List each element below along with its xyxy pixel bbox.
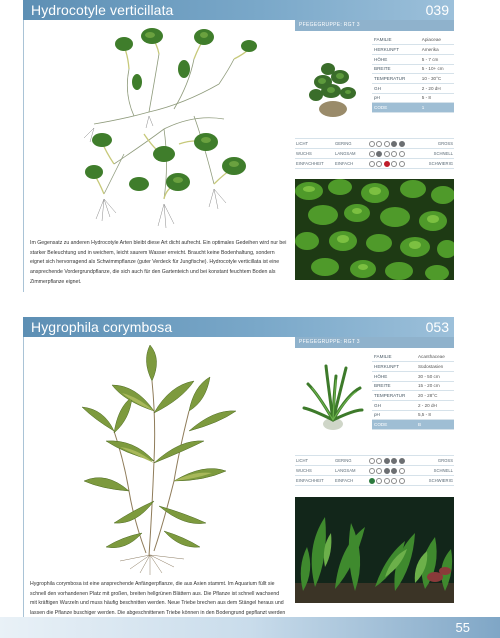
plant-number: 039	[425, 2, 449, 18]
prop-row-origin	[372, 45, 454, 55]
scale-high: SCHNELL	[419, 149, 454, 159]
prop-value: 2 - 20 dH	[420, 83, 454, 93]
prop-value: 5 - 10+ cm	[420, 64, 454, 74]
properties-table	[372, 352, 454, 430]
plant-description: Hygrophila corymbosa ist eine ansprechende Anfängerpflanze, die aus Asien stammt. Im Aquarium füllt sie schnell den vorhandenen Platz mit großen, breiten hellgrünen Blättern aus. Die Pflanze ist schnell wachsend mit kräftigen Wurzeln und muss häufig beschnitten werden. Neue Triebe brechen aus dem Stängel heraus und lassen die Pflanze buschiger werden. Die abgeschnittenen Triebe können in den Bodengrund gepflanzt werden	[30, 581, 286, 617]
scale-low: EINFACH	[335, 159, 369, 169]
scale-row-growth	[295, 466, 454, 476]
scale-row-ease	[295, 476, 454, 486]
aquarium-photo	[295, 497, 454, 603]
scale-low: GERING	[335, 456, 369, 466]
prop-value: Südostasien	[416, 362, 454, 372]
prop-value: 5 - 7 cm	[420, 54, 454, 64]
prop-row-family	[372, 352, 454, 362]
prop-row-origin	[372, 362, 454, 372]
prop-label: GH	[372, 400, 416, 410]
page-footer	[0, 617, 500, 638]
care-group-bar: PFEGEGRUPPE: RGT 3	[295, 20, 454, 31]
scale-low: EINFACH	[335, 476, 369, 486]
scale-dots	[369, 476, 419, 486]
prop-value: Acanthaceae	[416, 352, 454, 362]
illustration-panel	[23, 20, 291, 292]
scale-high: GROSS	[419, 139, 454, 149]
prop-row-height	[372, 54, 454, 64]
scale-dots	[369, 456, 419, 466]
scale-low: LANGSAM	[335, 466, 369, 476]
prop-row-temperature	[372, 74, 454, 84]
info-panel	[295, 337, 454, 486]
prop-label: BREITE	[372, 64, 420, 74]
scales-table	[295, 455, 454, 486]
prop-label: FAMILIE	[372, 352, 416, 362]
prop-row-height	[372, 371, 454, 381]
prop-row-gh	[372, 83, 454, 93]
prop-row-ph	[372, 93, 454, 103]
prop-value: 20 - 28°C	[416, 391, 454, 401]
prop-label: pH	[372, 410, 416, 420]
scale-high: SCHWIERIG	[419, 159, 454, 169]
prop-row-width	[372, 381, 454, 391]
plant-section-hygrophila	[23, 317, 454, 617]
hydrocotyle-illustration	[54, 24, 264, 239]
scale-row-ease	[295, 159, 454, 169]
scale-label: EINFACHHEIT	[295, 476, 335, 486]
scale-dots	[369, 149, 419, 159]
potted-plant-photo	[298, 354, 367, 441]
scale-dots	[369, 139, 419, 149]
scale-label: LICHT	[295, 139, 335, 149]
prop-row-temperature	[372, 391, 454, 401]
prop-value: 5 - 8	[420, 93, 454, 103]
plant-title-bar	[23, 317, 454, 337]
plant-name: Hygrophila corymbosa	[31, 319, 173, 335]
prop-value: Amerika	[420, 45, 454, 55]
prop-label: CODE	[372, 103, 420, 113]
prop-value: 30 - 50 cm	[416, 371, 454, 381]
prop-value: 1	[420, 103, 454, 113]
prop-row-code	[372, 103, 454, 113]
scale-dots	[369, 159, 419, 169]
scale-label: EINFACHHEIT	[295, 159, 335, 169]
prop-value: B	[416, 420, 454, 430]
care-group-bar: PFEGEGRUPPE: RGT 3	[295, 337, 454, 348]
prop-value: 5,5 - 8	[416, 410, 454, 420]
prop-row-ph	[372, 410, 454, 420]
hygrophila-illustration	[54, 341, 264, 576]
scale-label: WUCHS	[295, 466, 335, 476]
page-number: 55	[455, 620, 470, 635]
prop-row-gh	[372, 400, 454, 410]
prop-label: FAMILIE	[372, 35, 420, 45]
prop-row-code	[372, 420, 454, 430]
scale-row-light	[295, 139, 454, 149]
plant-name: Hydrocotyle verticillata	[31, 2, 174, 18]
prop-row-family	[372, 35, 454, 45]
prop-value: 15 - 20 cm	[416, 381, 454, 391]
prop-label: HERKUNFT	[372, 362, 416, 372]
prop-label: HERKUNFT	[372, 45, 420, 55]
prop-row-width	[372, 64, 454, 74]
aquarium-photo	[295, 179, 454, 280]
illustration-panel	[23, 337, 291, 619]
prop-label: TEMPERATUR	[372, 74, 420, 84]
potted-plant-photo	[298, 37, 367, 124]
plant-section-hydrocotyle	[23, 0, 454, 290]
plant-title-bar	[23, 0, 454, 20]
scale-row-light	[295, 456, 454, 466]
prop-label: HÖHE	[372, 371, 416, 381]
prop-label: TEMPERATUR	[372, 391, 416, 401]
scale-label: WUCHS	[295, 149, 335, 159]
scale-high: SCHWIERIG	[419, 476, 454, 486]
scale-high: GROSS	[419, 456, 454, 466]
info-area	[295, 348, 454, 453]
prop-label: CODE	[372, 420, 416, 430]
scale-label: LICHT	[295, 456, 335, 466]
prop-value: 2 - 20 dH	[416, 400, 454, 410]
scale-high: SCHNELL	[419, 466, 454, 476]
plant-description: Im Gegensatz zu anderen Hydrocotyle Arten bleibt diese Art dicht aufrecht. Ein optimales Gedeihen wird nur bei starker Beleuchtung und in weichem, leicht saurem Wasser erreicht. Braucht keine Bodenhaltung, sondern eignet sich hervorragend als Schwimmpflanze (guter Verdeck für Jungfische). Hydrocotyle verticillata ist eine ansprechende Vordergrundpflanze, die sich auch für den Gartenteich und bei konstant feuchtem Boden als Zimmerpflanze eignet.	[30, 240, 287, 285]
scale-row-growth	[295, 149, 454, 159]
scale-low: GERING	[335, 139, 369, 149]
prop-value: 10 - 30°C	[420, 74, 454, 84]
scales-table	[295, 138, 454, 169]
info-panel	[295, 20, 454, 169]
plant-number: 053	[425, 319, 449, 335]
properties-table	[372, 35, 454, 113]
prop-label: GH	[372, 83, 420, 93]
scale-dots	[369, 466, 419, 476]
prop-label: pH	[372, 93, 420, 103]
prop-label: HÖHE	[372, 54, 420, 64]
prop-label: BREITE	[372, 381, 416, 391]
info-area	[295, 31, 454, 136]
prop-value: Apiaceae	[420, 35, 454, 45]
scale-low: LANGSAM	[335, 149, 369, 159]
